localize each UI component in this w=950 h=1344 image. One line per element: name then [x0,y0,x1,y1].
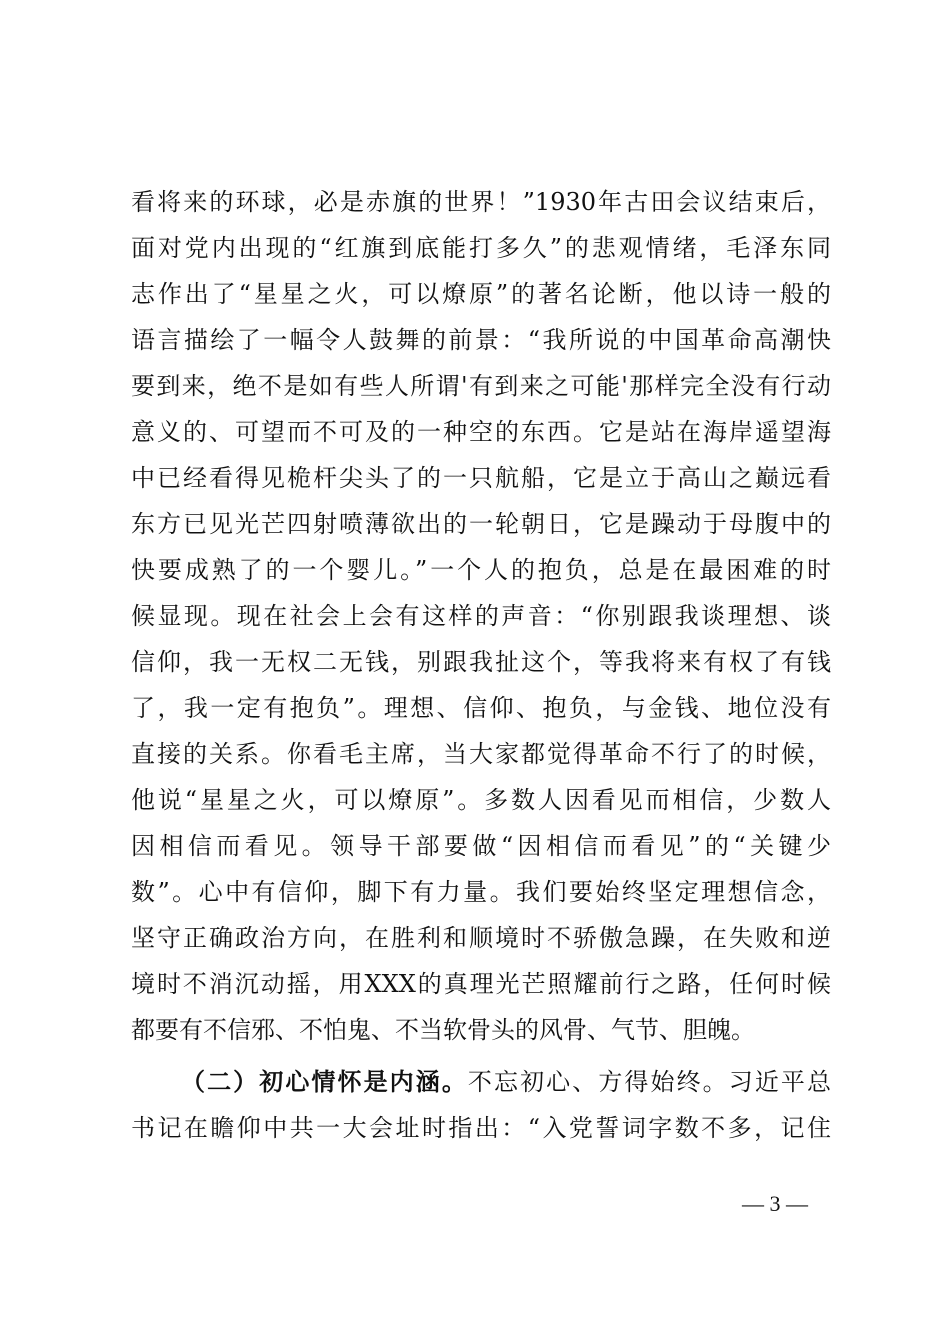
text-line: 他说“星星之火，可以燎原”。多数人因看见而相信，少数人 [131,786,831,814]
section-line [181,1063,831,1101]
text-line: 因相信而看见。领导干部要做“因相信而看见”的“关键少 [131,832,831,860]
text-line: 看将来的环球，必是赤旗的世界！”1930年古田会议结束后， [131,188,831,216]
text-line: 坚守正确政治方向，在胜利和顺境时不骄傲急躁，在失败和逆 [131,924,831,952]
text-line: 了，我一定有抱负”。理想、信仰、抱负，与金钱、地位没有 [131,694,831,722]
section-heading: （二）初心情怀是内涵。 [181,1067,468,1096]
text-line: 都要有不信邪、不怕鬼、不当软骨头的风骨、气节、胆魄。 [131,1016,755,1044]
text-line: 要到来，绝不是如有些人所谓'有到来之可能'那样完全没有行动 [131,372,831,400]
text-line: 面对党内出现的“红旗到底能打多久”的悲观情绪，毛泽东同 [131,234,831,262]
text-line: 东方已见光芒四射喷薄欲出的一轮朝日，它是躁动于母腹中的 [131,510,831,538]
text-line: 语言描绘了一幅令人鼓舞的前景：“我所说的中国革命高潮快 [131,326,831,354]
text-line: 候显现。现在社会上会有这样的声音：“你别跟我谈理想、谈 [131,602,831,630]
text-line: 直接的关系。你看毛主席，当大家都觉得革命不行了的时候， [131,740,831,768]
text-line: 快要成熟了的一个婴儿。”一个人的抱负，总是在最困难的时 [131,556,831,584]
text-line: 书记在瞻仰中共一大会址时指出：“入党誓词字数不多，记住 [131,1114,831,1142]
text-line: 境时不消沉动摇，用XXX的真理光芒照耀前行之路，任何时候 [131,970,831,998]
page-number: — 3 — [742,1191,808,1216]
text-line: 数”。心中有信仰，脚下有力量。我们要始终坚定理想信念， [131,878,831,906]
section-text: 不忘初心、方得始终。习近平总 [467,1068,832,1096]
text-line: 中已经看得见桅杆尖头了的一只航船，它是立于高山之巅远看 [131,464,831,492]
text-line: 信仰，我一无权二无钱，别跟我扯这个，等我将来有权了有钱 [131,648,831,676]
text-line: 志作出了“星星之火，可以燎原”的著名论断，他以诗一般的 [131,280,831,308]
text-line: 意义的、可望而不可及的一种空的东西。它是站在海岸遥望海 [131,418,831,446]
